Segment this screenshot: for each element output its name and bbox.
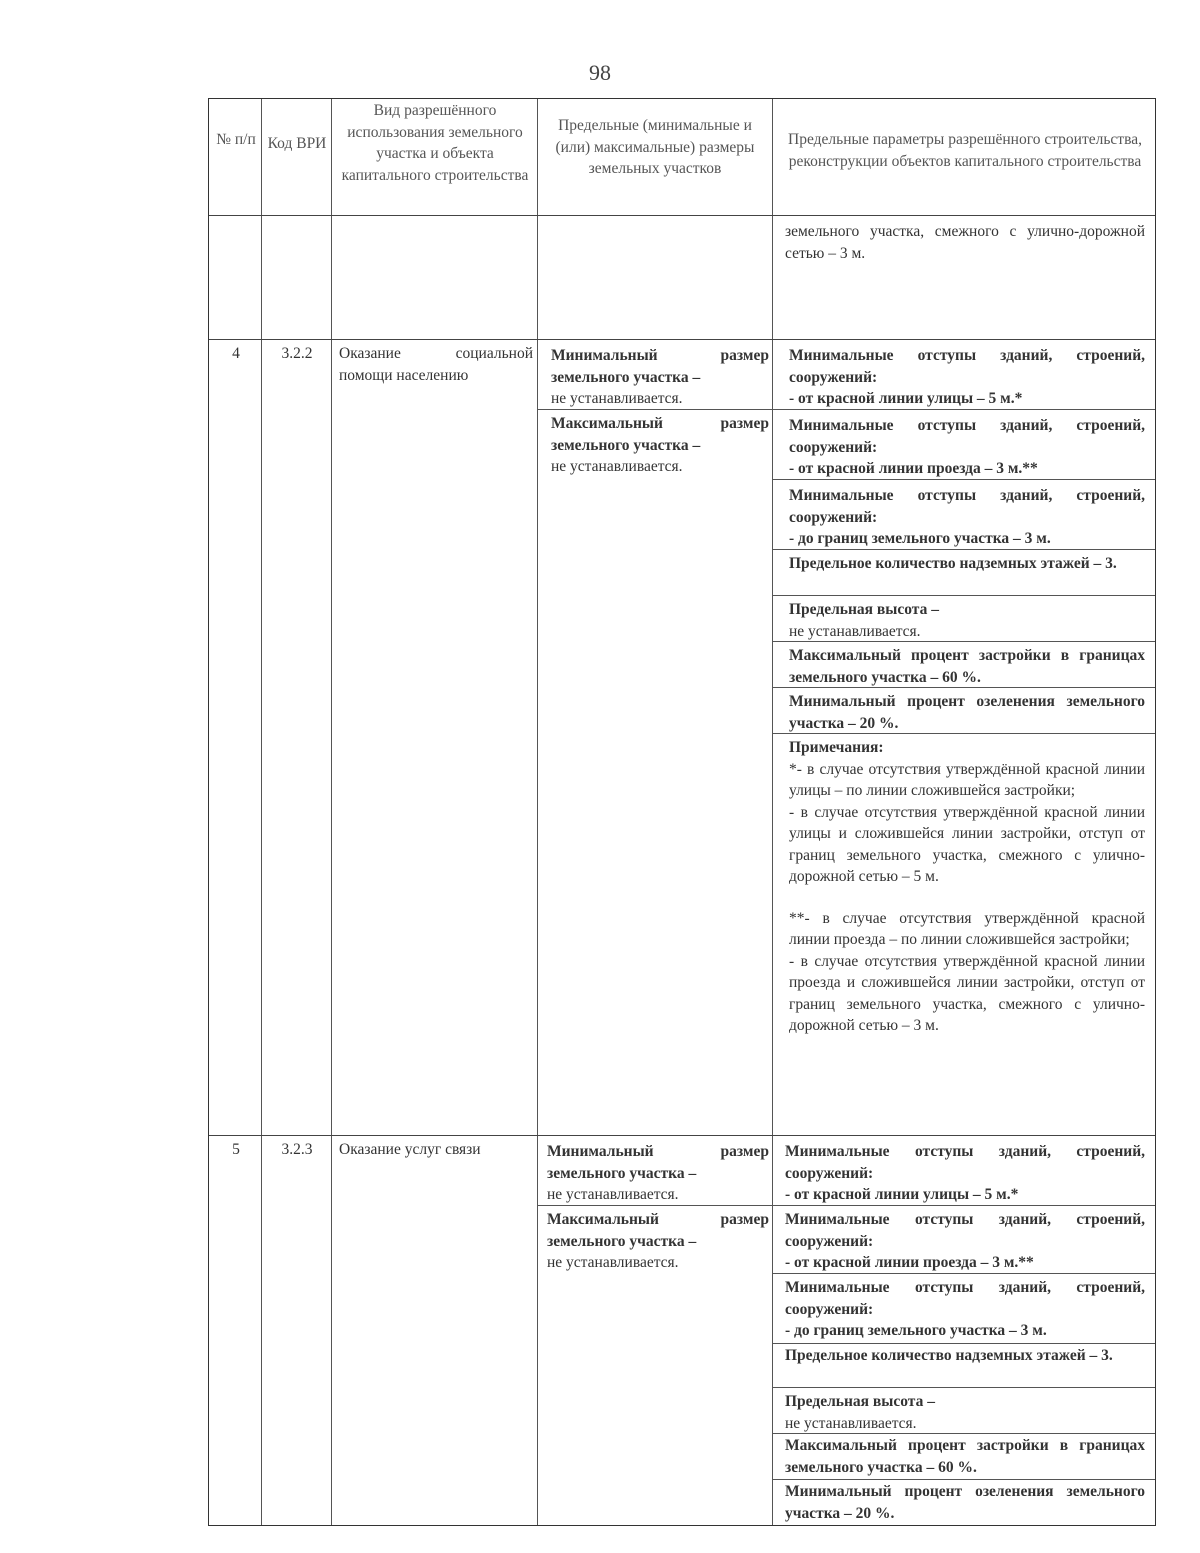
- param-value: - от красной линии проезда – 3 м.**: [789, 460, 1038, 477]
- param-divider: [772, 1479, 1155, 1480]
- param-title: Предельное количество надземных этажей – 3.: [785, 1347, 1113, 1364]
- param-title: Минимальные отступы зданий, строений, сооружений:: [785, 1211, 1145, 1250]
- size-max-value: не устанавливается.: [551, 458, 683, 475]
- header-num: № п/п: [216, 131, 256, 148]
- row-num: 4: [232, 345, 240, 362]
- param-title: Максимальный процент застройки в границах земельного участка – 60 %.: [789, 647, 1145, 686]
- param-value: - до границ земельного участка – 3 м.: [789, 530, 1051, 547]
- size-min: [547, 1141, 769, 1206]
- size-max-value: не устанавливается.: [547, 1254, 679, 1271]
- size-min-title: Минимальный размер земельного участка –: [551, 347, 769, 386]
- param-cell: [785, 1209, 1145, 1274]
- param-cell: [789, 691, 1145, 734]
- param-cell: [785, 1277, 1145, 1342]
- param-cell: [789, 645, 1145, 688]
- param-value: - до границ земельного участка – 3 м.: [785, 1322, 1047, 1339]
- row-code: 3.2.2: [281, 345, 313, 362]
- size-max-title: Максимальный размер земельного участка –: [551, 415, 769, 454]
- size-max: [551, 413, 769, 478]
- note-text: - в случае отсутствия утверждённой красной линии улицы и сложившейся линии застройки, отступ от границ земельного участка, смежного с улично-дорожной сетью – 5 м.: [789, 803, 1145, 885]
- size-min-value: не устанавливается.: [551, 390, 683, 407]
- param-cell: [785, 1391, 1145, 1434]
- header-divider: [209, 215, 1155, 216]
- param-title: Минимальные отступы зданий, строений, сооружений:: [785, 1279, 1145, 1318]
- param-value: не устанавливается.: [785, 1414, 917, 1432]
- param-title: Максимальный процент застройки в границах земельного участка – 60 %.: [785, 1437, 1145, 1476]
- header-code: Код ВРИ: [267, 135, 327, 152]
- continuation-text: земельного участка, смежного с улично-дорожной сетью – 3 м.: [785, 223, 1145, 262]
- param-cell: [789, 485, 1145, 550]
- param-title: Минимальные отступы зданий, строений, сооружений:: [789, 347, 1145, 386]
- size-min-title: Минимальный размер земельного участка –: [547, 1143, 769, 1182]
- param-title: Минимальные отступы зданий, строений, сооружений:: [785, 1143, 1145, 1182]
- param-title: Предельная высота –: [785, 1393, 935, 1410]
- row-use: Оказание услуг связи: [339, 1141, 481, 1158]
- param-divider: [772, 1387, 1155, 1388]
- param-cell: [785, 1435, 1145, 1478]
- param-title: Минимальные отступы зданий, строений, сооружений:: [789, 487, 1145, 526]
- col-divider: [772, 99, 773, 1525]
- col-divider: [331, 99, 332, 1525]
- param-cell: [785, 1141, 1145, 1206]
- param-value: - от красной линии улицы – 5 м.*: [789, 390, 1023, 407]
- header-use: Вид разрешённого использования земельного участка и объекта капитального строительства: [341, 102, 529, 184]
- size-max: [547, 1209, 769, 1274]
- param-title: Минимальный процент озеленения земельного участка – 20 %.: [789, 693, 1145, 732]
- note-text: *- в случае отсутствия утверждённой красной линии улицы – по линии сложившейся застройки;: [789, 760, 1145, 799]
- param-title: Минимальные отступы зданий, строений, сооружений:: [789, 417, 1145, 456]
- param-title: Предельная высота –: [789, 601, 939, 618]
- notes-cell: [789, 737, 1145, 1037]
- size-min-value: не устанавливается.: [547, 1186, 679, 1203]
- param-cell: [789, 599, 1145, 642]
- param-divider: [772, 1343, 1155, 1344]
- row-num: 5: [232, 1141, 240, 1158]
- note-text: **- в случае отсутствия утверждённой красной линии проезда – по линии сложившейся застройки;: [789, 909, 1145, 948]
- param-value: - от красной линии улицы – 5 м.*: [785, 1186, 1019, 1203]
- param-divider: [772, 595, 1155, 596]
- row-divider: [209, 339, 1155, 340]
- row-use: Оказание социальной помощи населению: [339, 345, 533, 384]
- col-divider: [537, 99, 538, 1525]
- param-cell: [789, 345, 1145, 410]
- header-params: Предельные параметры разрешённого строительства, реконструкции объектов капитального строительства: [788, 131, 1142, 170]
- note-spacer: [789, 888, 1145, 908]
- param-value: - от красной линии проезда – 3 м.**: [785, 1254, 1034, 1271]
- param-cell: [785, 1345, 1145, 1367]
- regulations-table: [208, 98, 1156, 1526]
- row-divider: [209, 1135, 1155, 1136]
- param-value: не устанавливается.: [789, 622, 921, 640]
- size-max-title: Максимальный размер земельного участка –: [547, 1211, 769, 1250]
- col-divider: [261, 99, 262, 1525]
- param-title: Минимальный процент озеленения земельного участка – 20 %.: [785, 1483, 1145, 1522]
- param-cell: [789, 553, 1145, 575]
- row-code: 3.2.3: [281, 1141, 313, 1158]
- page-number: 98: [589, 60, 611, 85]
- param-cell: [789, 415, 1145, 480]
- notes-title: Примечания:: [789, 739, 884, 756]
- note-text: - в случае отсутствия утверждённой красной линии проезда и сложившейся линии застройки, отступ от границ земельного участка, смежного с улично-дорожной сетью – 3 м.: [789, 952, 1145, 1034]
- size-min: [551, 345, 769, 410]
- header-sizes: Предельные (минимальные и (или) максимальные) размеры земельных участков: [555, 117, 755, 177]
- param-cell: [785, 1481, 1145, 1524]
- param-title: Предельное количество надземных этажей – 3.: [789, 555, 1117, 572]
